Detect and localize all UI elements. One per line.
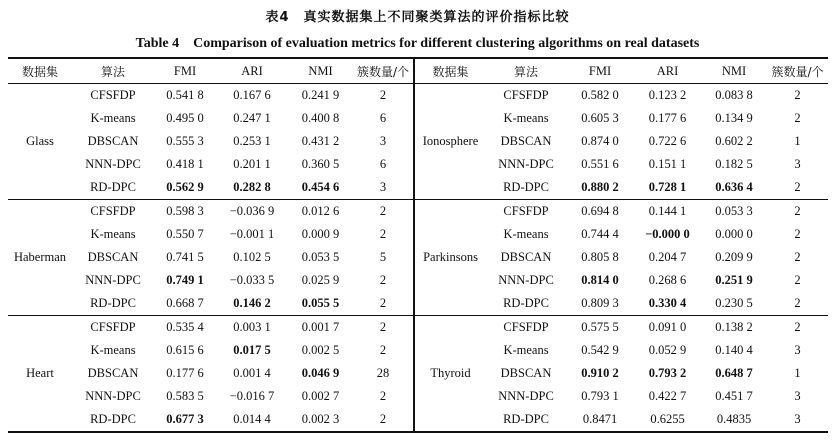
ari-cell: −0.016 7 [229, 389, 275, 403]
fmi-cell: 0.880 2 [566, 176, 634, 200]
algorithm-cell: NNN-DPC [498, 389, 554, 403]
cluster-count-cell: 3 [353, 130, 414, 153]
ari-cell: 0.204 7 [648, 250, 687, 264]
nmi-cell: 0.053 3 [715, 204, 753, 218]
header-algorithm-right: 算法 [486, 58, 566, 84]
ari-cell: 0.144 1 [648, 204, 687, 218]
algorithm-cell: DBSCAN [500, 134, 552, 148]
algorithm-cell: DBSCAN [500, 250, 552, 264]
fmi-cell: 0.814 0 [581, 273, 619, 287]
fmi-cell: 0.910 2 [581, 366, 619, 380]
results-table [8, 57, 828, 433]
ari-cell: 0.177 6 [648, 111, 687, 125]
fmi-cell: 0.749 1 [166, 273, 204, 287]
nmi-cell: 0.134 9 [715, 111, 753, 125]
fmi-cell: 0.562 9 [154, 176, 216, 200]
cluster-count-cell: 3 [794, 389, 801, 403]
algorithm-cell: CFSFDP [503, 320, 549, 334]
nmi-cell: 0.046 9 [301, 366, 340, 380]
fmi-cell: 0.575 5 [581, 320, 619, 334]
header-nmi-right: NMI [701, 58, 767, 84]
fmi-cell: 0.874 0 [581, 134, 619, 148]
header-dataset-right: 数据集 [414, 58, 486, 84]
cluster-count-cell: 2 [353, 408, 414, 432]
ari-cell: 0.268 6 [648, 273, 687, 287]
algorithm-cell: K-means [503, 343, 549, 357]
header-ari-right: ARI [634, 58, 701, 84]
nmi-cell: 0.138 2 [715, 320, 753, 334]
ari-cell: 0.017 5 [233, 343, 271, 357]
ari-cell: 0.422 7 [648, 389, 687, 403]
header-fmi-right: FMI [566, 58, 634, 84]
fmi-cell: 0.615 6 [166, 343, 204, 357]
ari-cell: 0.001 4 [233, 366, 271, 380]
cluster-count-cell: 2 [767, 176, 828, 200]
ari-cell: 0.091 0 [648, 320, 687, 334]
nmi-cell: 0.636 4 [701, 176, 767, 200]
nmi-cell: 0.230 5 [701, 292, 767, 316]
fmi-cell: 0.418 1 [166, 157, 204, 171]
table-row [8, 200, 828, 224]
fmi-cell: 0.694 8 [581, 204, 619, 218]
cluster-count-cell: 6 [353, 153, 414, 176]
nmi-cell: 0.055 5 [288, 292, 353, 316]
cluster-count-cell: 2 [353, 316, 414, 340]
ari-cell: −0.000 0 [645, 227, 690, 241]
fmi-cell: 0.555 3 [166, 134, 204, 148]
header-fmi-left: FMI [154, 58, 216, 84]
cluster-count-cell: 2 [353, 200, 414, 224]
table-caption-chinese: 表4 真实数据集上不同聚类算法的评价指标比较 [265, 10, 570, 25]
algorithm-cell: NNN-DPC [85, 273, 141, 287]
nmi-cell: 0.002 5 [301, 343, 340, 357]
ari-cell: 0.722 6 [648, 134, 687, 148]
algorithm-cell: K-means [90, 111, 136, 125]
fmi-cell: 0.805 8 [581, 250, 619, 264]
ari-cell: 0.330 4 [634, 292, 701, 316]
algorithm-cell: NNN-DPC [498, 273, 554, 287]
algorithm-cell: DBSCAN [87, 366, 139, 380]
ari-cell: 0.728 1 [634, 176, 701, 200]
ari-cell: −0.036 9 [229, 204, 275, 218]
algorithm-cell: K-means [90, 343, 136, 357]
ari-cell: 0.146 2 [216, 292, 288, 316]
algorithm-cell: NNN-DPC [85, 157, 141, 171]
algorithm-cell: CFSFDP [90, 204, 136, 218]
ari-cell: 0.167 6 [233, 88, 271, 102]
cluster-count-cell: 2 [794, 273, 801, 287]
nmi-cell: 0.241 9 [301, 88, 340, 102]
algorithm-cell: RD-DPC [72, 408, 154, 432]
nmi-cell: 0.648 7 [715, 366, 753, 380]
ari-cell: 0.151 1 [648, 157, 687, 171]
cluster-count-cell: 2 [353, 84, 414, 108]
nmi-cell: 0.002 7 [301, 389, 340, 403]
fmi-cell: 0.668 7 [154, 292, 216, 316]
ari-cell: −0.001 1 [229, 227, 275, 241]
ari-cell: 0.793 2 [648, 366, 687, 380]
nmi-cell: 0.451 7 [715, 389, 753, 403]
cluster-count-cell: 2 [794, 227, 801, 241]
ari-cell: 0.6255 [634, 408, 701, 432]
fmi-cell: 0.582 0 [581, 88, 619, 102]
nmi-cell: 0.431 2 [301, 134, 340, 148]
cluster-count-cell: 3 [794, 157, 801, 171]
algorithm-cell: CFSFDP [90, 88, 136, 102]
algorithm-cell: RD-DPC [486, 176, 566, 200]
dataset-name-cell: Haberman [8, 200, 72, 316]
cluster-count-cell: 3 [353, 176, 414, 200]
cluster-count-cell: 3 [767, 408, 828, 432]
table-body [8, 84, 828, 433]
nmi-cell: 0.053 5 [301, 250, 340, 264]
fmi-cell: 0.550 7 [166, 227, 204, 241]
fmi-cell: 0.541 8 [166, 88, 204, 102]
ari-cell: −0.033 5 [229, 273, 275, 287]
fmi-cell: 0.605 3 [581, 111, 619, 125]
nmi-cell: 0.002 3 [288, 408, 353, 432]
nmi-cell: 0.454 6 [288, 176, 353, 200]
algorithm-cell: DBSCAN [500, 366, 552, 380]
dataset-name-cell: Parkinsons [414, 200, 486, 316]
cluster-count-cell: 2 [353, 292, 414, 316]
nmi-cell: 0.025 9 [301, 273, 340, 287]
nmi-cell: 0.182 5 [715, 157, 753, 171]
ari-cell: 0.253 1 [233, 134, 271, 148]
cluster-count-cell: 2 [353, 223, 414, 246]
ari-cell: 0.102 5 [233, 250, 271, 264]
cluster-count-cell: 6 [353, 107, 414, 130]
ari-cell: 0.201 1 [233, 157, 271, 171]
cluster-count-cell: 2 [767, 292, 828, 316]
header-clusters-right: 簇数量/个 [767, 58, 828, 84]
fmi-cell: 0.542 9 [581, 343, 619, 357]
ari-cell: 0.123 2 [648, 88, 687, 102]
ari-cell: 0.014 4 [216, 408, 288, 432]
fmi-cell: 0.8471 [566, 408, 634, 432]
cluster-count-cell: 1 [794, 366, 801, 380]
cluster-count-cell: 2 [353, 339, 414, 362]
header-clusters-left: 簇数量/个 [353, 58, 414, 84]
ari-cell: 0.282 8 [216, 176, 288, 200]
nmi-cell: 0.251 9 [715, 273, 753, 287]
cluster-count-cell: 2 [353, 269, 414, 292]
header-dataset-left: 数据集 [8, 58, 72, 84]
algorithm-cell: NNN-DPC [498, 157, 554, 171]
fmi-cell: 0.809 3 [566, 292, 634, 316]
header-nmi-left: NMI [288, 58, 353, 84]
nmi-cell: 0.083 8 [715, 88, 753, 102]
nmi-cell: 0.012 6 [301, 204, 340, 218]
nmi-cell: 0.001 7 [301, 320, 340, 334]
dataset-name-cell: Thyroid [414, 316, 486, 433]
algorithm-cell: RD-DPC [486, 408, 566, 432]
cluster-count-cell: 2 [794, 320, 801, 334]
fmi-cell: 0.793 1 [581, 389, 619, 403]
algorithm-cell: K-means [503, 111, 549, 125]
fmi-cell: 0.177 6 [166, 366, 204, 380]
cluster-count-cell: 2 [794, 204, 801, 218]
algorithm-cell: RD-DPC [72, 292, 154, 316]
fmi-cell: 0.677 3 [154, 408, 216, 432]
cluster-count-cell: 3 [794, 343, 801, 357]
algorithm-cell: DBSCAN [87, 134, 139, 148]
nmi-cell: 0.400 8 [301, 111, 340, 125]
ari-cell: 0.003 1 [233, 320, 271, 334]
algorithm-cell: DBSCAN [87, 250, 139, 264]
cluster-count-cell: 2 [794, 250, 801, 264]
algorithm-cell: CFSFDP [90, 320, 136, 334]
nmi-cell: 0.4835 [701, 408, 767, 432]
nmi-cell: 0.000 9 [301, 227, 340, 241]
fmi-cell: 0.495 0 [166, 111, 204, 125]
header-algorithm-left: 算法 [72, 58, 154, 84]
fmi-cell: 0.535 4 [166, 320, 204, 334]
algorithm-cell: CFSFDP [503, 204, 549, 218]
fmi-cell: 0.598 3 [166, 204, 204, 218]
nmi-cell: 0.140 4 [715, 343, 753, 357]
header-row [8, 58, 828, 84]
algorithm-cell: CFSFDP [503, 88, 549, 102]
dataset-name-cell: Ionosphere [414, 84, 486, 200]
fmi-cell: 0.741 5 [166, 250, 204, 264]
dataset-name-cell: Glass [8, 84, 72, 200]
cluster-count-cell: 1 [794, 134, 801, 148]
cluster-count-cell: 2 [794, 88, 801, 102]
cluster-count-cell: 28 [353, 362, 414, 385]
table-caption-english: Table 4 Comparison of evaluation metrics for different clustering algorithms on real datasets [135, 36, 700, 51]
cluster-count-cell: 5 [353, 246, 414, 269]
header-ari-left: ARI [216, 58, 288, 84]
table-row [8, 316, 828, 340]
nmi-cell: 0.000 0 [715, 227, 753, 241]
cluster-count-cell: 2 [794, 111, 801, 125]
ari-cell: 0.052 9 [648, 343, 687, 357]
nmi-cell: 0.602 2 [715, 134, 753, 148]
cluster-count-cell: 2 [353, 385, 414, 408]
algorithm-cell: RD-DPC [486, 292, 566, 316]
fmi-cell: 0.551 6 [581, 157, 619, 171]
fmi-cell: 0.583 5 [166, 389, 204, 403]
dataset-name-cell: Heart [8, 316, 72, 433]
nmi-cell: 0.209 9 [715, 250, 753, 264]
table-row [8, 84, 828, 108]
nmi-cell: 0.360 5 [301, 157, 340, 171]
algorithm-cell: RD-DPC [72, 176, 154, 200]
algorithm-cell: K-means [90, 227, 136, 241]
algorithm-cell: K-means [503, 227, 549, 241]
fmi-cell: 0.744 4 [581, 227, 619, 241]
ari-cell: 0.247 1 [233, 111, 271, 125]
algorithm-cell: NNN-DPC [85, 389, 141, 403]
